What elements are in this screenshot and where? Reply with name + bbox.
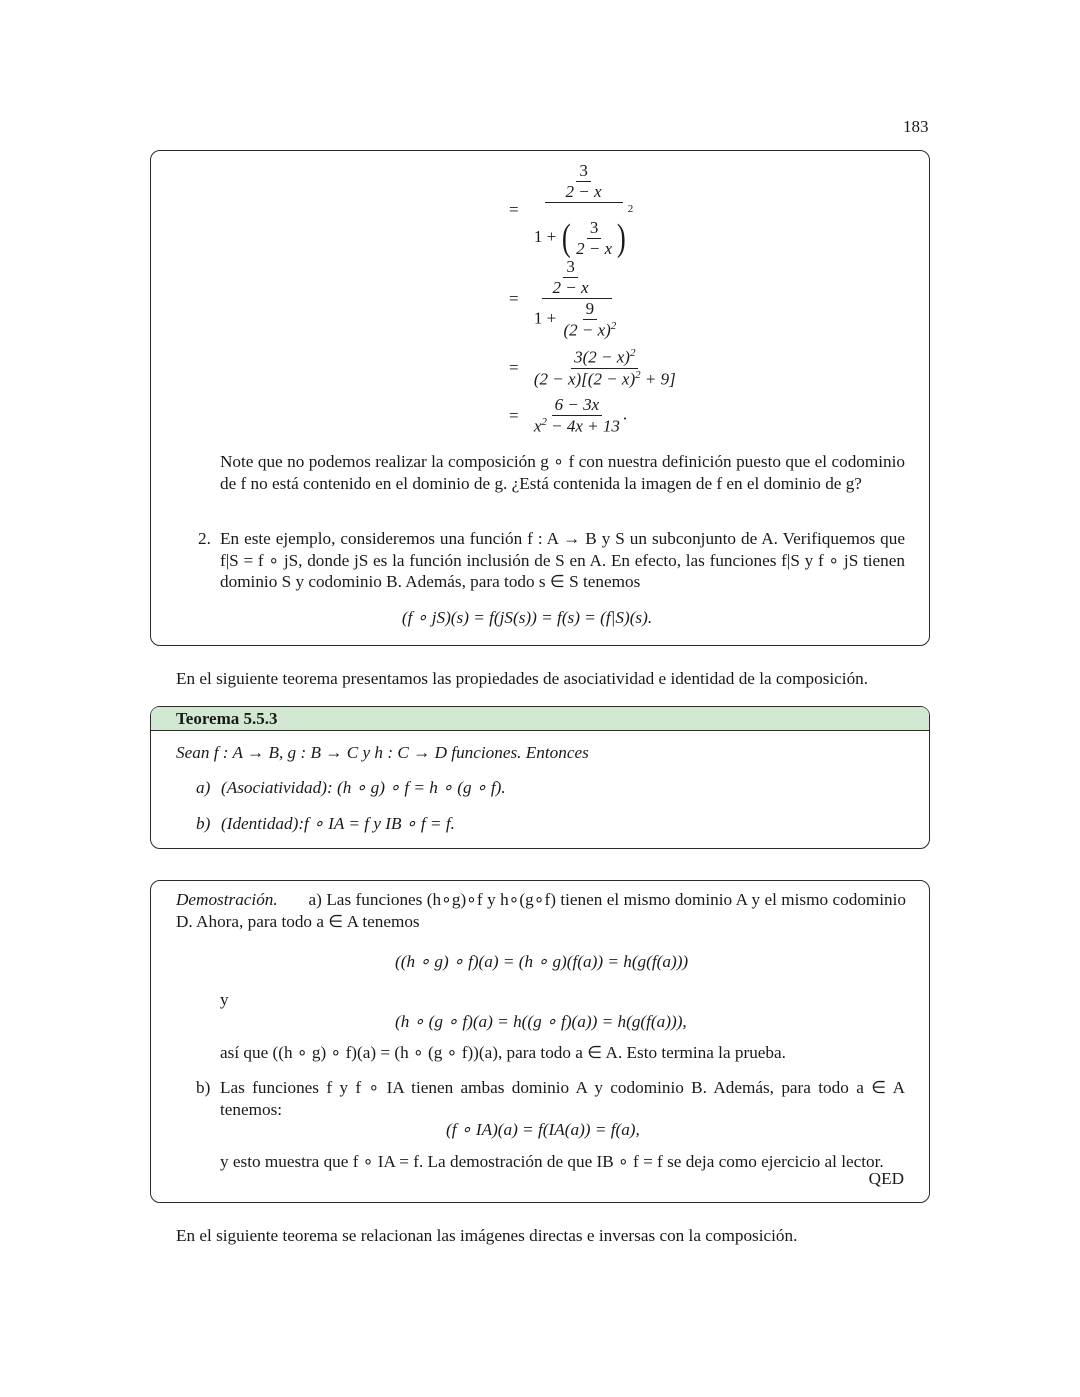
proof-part-b-label: b) <box>196 1078 211 1097</box>
exponent: 2 <box>541 416 547 428</box>
proof-part-a-eq1: ((h ∘ g) ∘ f)(a) = (h ∘ g)(f(a)) = h(g(f(a))) <box>395 952 689 971</box>
denominator: 2 − x <box>565 182 602 201</box>
proof-part-b-text: Las funciones f y f ∘ IA tienen ambas dominio A y codominio B. Además, para todo a ∈ A tenemos: <box>220 1078 905 1119</box>
fraction <box>531 257 622 341</box>
exponent: 2 <box>610 320 617 332</box>
theorem-item-a-label: a) <box>196 778 211 797</box>
fraction: $\frac{3}{2 - x}$ 1 + ( $\frac{3}{2 - x}$ )$^2$ <box>533 161 634 260</box>
proof-box <box>150 880 930 1203</box>
intro-theorem-text: En el siguiente teorema presentamos las propiedades de asociatividad e identidad de la composición. <box>176 669 869 688</box>
proof-part-b-eq: (f ∘ IA)(a) = f(IA(a)) = f(a), <box>446 1120 640 1139</box>
fraction <box>531 395 623 437</box>
denominator-prefix: 1 + <box>533 227 557 246</box>
denominator: 2 − x <box>552 278 589 297</box>
exponent: 2 <box>629 347 636 359</box>
proof-label: Demostración. <box>176 890 278 909</box>
proof-part-b-conclusion: y esto muestra que f ∘ IA = f. La demostración de que IB ∘ f = f se deja como ejercicio al lector. <box>220 1152 884 1171</box>
numerator: 3 <box>576 161 591 182</box>
theorem-title: Teorema 5.5.3 <box>151 707 929 731</box>
numerator: 3 <box>563 257 578 278</box>
derivation-line-2: = $\frac{3}{2 - x}$ 1 + $\frac{9}{(2 - x)^2}$ <box>509 257 622 341</box>
proof-part-a-label: a) <box>308 890 322 909</box>
theorem-statement: Sean f : A → B, g : B → C y h : C → D funciones. Entonces <box>176 743 589 762</box>
item-2-text: En este ejemplo, consideremos una función f : A → B y S un subconjunto de A. Verifiquemos que f|S = f ∘ jS, donde jS es la función inclusión de S en A. En efecto, las funciones f|S y f ∘ jS tienen dominio S y codominio B. Además, para todo s ∈ S tenemos <box>220 529 905 591</box>
item-2-number: 2. <box>198 529 211 548</box>
derivation-line-3: = $\frac{3(2 - x)^2}{(2 - x)[(2 - x)^2 + 9]}$ <box>509 347 679 389</box>
page-number: 183 <box>903 117 929 136</box>
denominator: 2 − x <box>576 238 613 258</box>
proof-part-a-connector: y <box>220 990 229 1009</box>
proof-part-a-eq2: (h ∘ (g ∘ f)(a) = h((g ∘ f)(a)) = h(g(f(a))), <box>395 1012 687 1031</box>
denominator: (2 − x)[(2 − x) <box>533 369 636 389</box>
example-box <box>150 150 930 646</box>
proof-part-a-conclusion: así que ((h ∘ g) ∘ f)(a) = (h ∘ (g ∘ f))(a), para todo a ∈ A. Esto termina la prueba. <box>220 1043 786 1062</box>
period: . <box>622 404 628 424</box>
proof-part-a-block <box>176 889 906 932</box>
exponent: 2 <box>635 368 641 381</box>
denominator: (2 − x) <box>563 320 611 340</box>
numerator: 6 − 3x <box>552 395 603 416</box>
derivation-line-1: = $\frac{3}{2 - x}$ 1 + ( $\frac{3}{2 - x}$ )$^2$ <box>509 161 636 259</box>
denominator-tail: + 9] <box>640 369 676 389</box>
derivation-line-4: = $\frac{6 - 3x}{x^2 - 4x + 13}$ . <box>509 395 628 436</box>
numerator: 3 <box>587 218 602 239</box>
theorem-item-b-label: b) <box>196 814 211 833</box>
qed-mark: QED <box>868 1169 904 1188</box>
theorem-item-b: (Identidad):f ∘ IA = f y IB ∘ f = f. <box>221 814 455 833</box>
item-2-equation: (f ∘ jS)(s) = f(jS(s)) = f(s) = (f|S)(s). <box>401 608 653 627</box>
denominator-prefix: 1 + <box>533 308 557 328</box>
denominator: x <box>533 416 542 436</box>
theorem-box <box>150 706 930 849</box>
note-paragraph: Note que no podemos realizar la composición g ∘ f con nuestra definición puesto que el codominio de f no está contenido en el dominio de g. ¿Está contenida la imagen de f en el dominio de g? <box>220 452 905 493</box>
numerator: 3(2 − x) <box>574 347 630 367</box>
exponent: 2 <box>627 203 634 215</box>
denominator-tail: − 4x + 13 <box>546 416 620 436</box>
fraction <box>531 347 679 389</box>
theorem-item-a: (Asociatividad): (h ∘ g) ∘ f = h ∘ (g ∘ f). <box>221 778 506 797</box>
numerator: 9 <box>583 299 598 320</box>
closing-text: En el siguiente teorema se relacionan las imágenes directas e inversas con la composición. <box>176 1226 798 1245</box>
proof-part-a-text: Las funciones (h∘g)∘f y h∘(g∘f) tienen el mismo dominio A y el mismo codominio D. Ahora, para todo a ∈ A tenemos <box>176 890 907 931</box>
